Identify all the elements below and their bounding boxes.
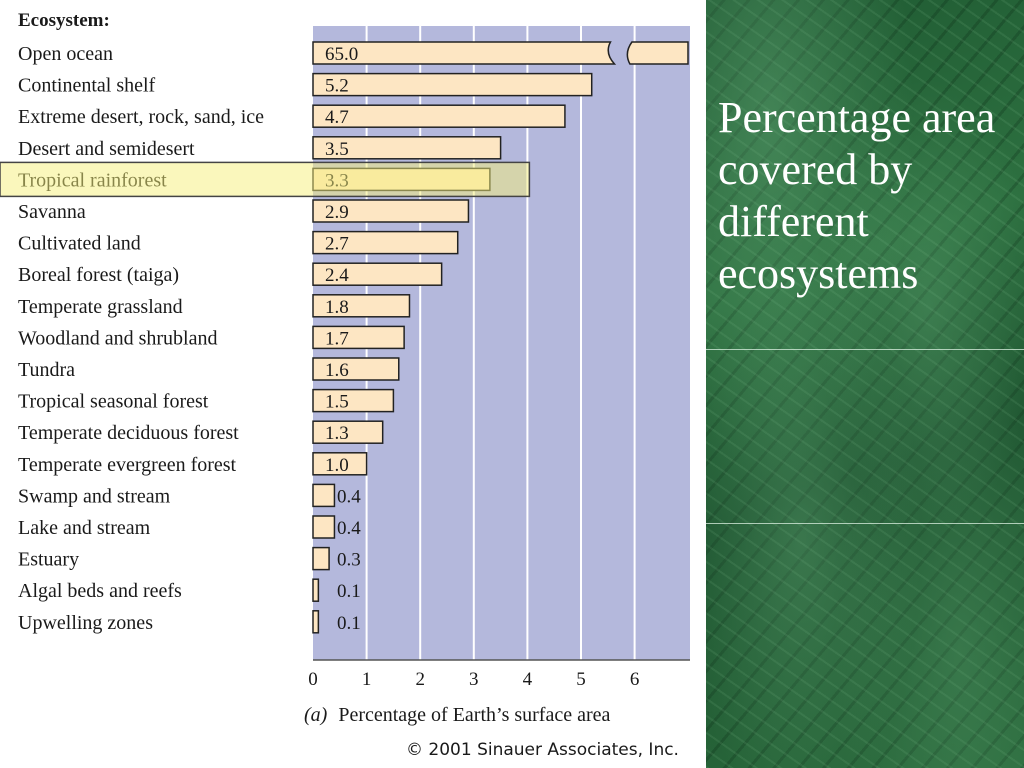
category-label: Temperate evergreen forest xyxy=(18,453,237,476)
x-axis-title-text: Percentage of Earth’s surface area xyxy=(338,704,611,726)
data-label: 2.7 xyxy=(325,233,349,255)
x-tick-label: 5 xyxy=(576,669,586,690)
panel-divider xyxy=(706,349,1024,350)
row-highlight xyxy=(0,162,529,196)
category-label: Temperate grassland xyxy=(18,295,183,318)
bar xyxy=(313,548,329,570)
category-label: Open ocean xyxy=(18,43,113,65)
panel-divider xyxy=(706,523,1024,524)
data-label: 1.7 xyxy=(325,328,349,350)
bar xyxy=(313,611,318,633)
bar-continuation xyxy=(627,42,688,64)
bar xyxy=(313,484,334,506)
data-label: 1.6 xyxy=(325,360,349,381)
data-label: 0.4 xyxy=(337,486,361,508)
x-axis-title-prefix: (a) xyxy=(304,704,328,726)
ecosystem-header: Ecosystem: xyxy=(18,10,110,31)
data-label: 1.0 xyxy=(325,454,349,476)
data-label: 1.3 xyxy=(325,423,349,445)
data-label: 5.2 xyxy=(325,75,349,97)
category-label: Boreal forest (taiga) xyxy=(18,264,180,287)
x-tick-label: 6 xyxy=(629,669,640,690)
data-label: 1.8 xyxy=(325,296,349,318)
category-label: Savanna xyxy=(18,201,86,223)
category-label: Upwelling zones xyxy=(18,611,153,634)
data-label: 0.1 xyxy=(337,581,361,603)
category-label: Estuary xyxy=(18,548,80,571)
x-tick-label: 4 xyxy=(522,669,533,690)
x-tick-label: 3 xyxy=(469,669,479,690)
data-label: 2.9 xyxy=(325,202,349,223)
data-label: 65.0 xyxy=(325,44,359,65)
category-label: Lake and stream xyxy=(18,517,151,539)
copyright-notice: © 2001 Sinauer Associates, Inc. xyxy=(406,740,679,760)
x-tick-label: 1 xyxy=(361,669,372,690)
data-label: 0.4 xyxy=(337,518,361,539)
category-label: Continental shelf xyxy=(18,74,156,97)
category-label: Swamp and stream xyxy=(18,485,171,508)
category-label: Desert and semidesert xyxy=(18,137,195,160)
data-label: 2.4 xyxy=(325,265,349,287)
bar xyxy=(313,105,565,127)
category-label: Woodland and shrubland xyxy=(18,327,218,350)
slide-side-panel xyxy=(706,0,1024,768)
bar xyxy=(313,579,318,601)
x-tick-label: 2 xyxy=(415,669,425,690)
slide-title: Percentage area covered by different ecosystems xyxy=(718,93,996,298)
category-label: Temperate deciduous forest xyxy=(18,422,239,445)
bar xyxy=(313,516,334,538)
data-label: 0.1 xyxy=(337,612,361,634)
data-label: 3.5 xyxy=(325,138,349,160)
data-label: 4.7 xyxy=(325,107,349,129)
data-label: 1.5 xyxy=(325,391,349,413)
category-label: Algal beds and reefs xyxy=(18,580,182,603)
category-label: Extreme desert, rock, sand, ice xyxy=(18,106,265,129)
x-tick-label: 0 xyxy=(308,669,318,690)
category-label: Cultivated land xyxy=(18,232,141,255)
data-label: 0.3 xyxy=(337,549,361,571)
category-label: Tropical seasonal forest xyxy=(18,390,209,413)
category-label: Tundra xyxy=(18,359,76,381)
bar xyxy=(313,74,592,96)
x-axis-title xyxy=(304,704,611,726)
